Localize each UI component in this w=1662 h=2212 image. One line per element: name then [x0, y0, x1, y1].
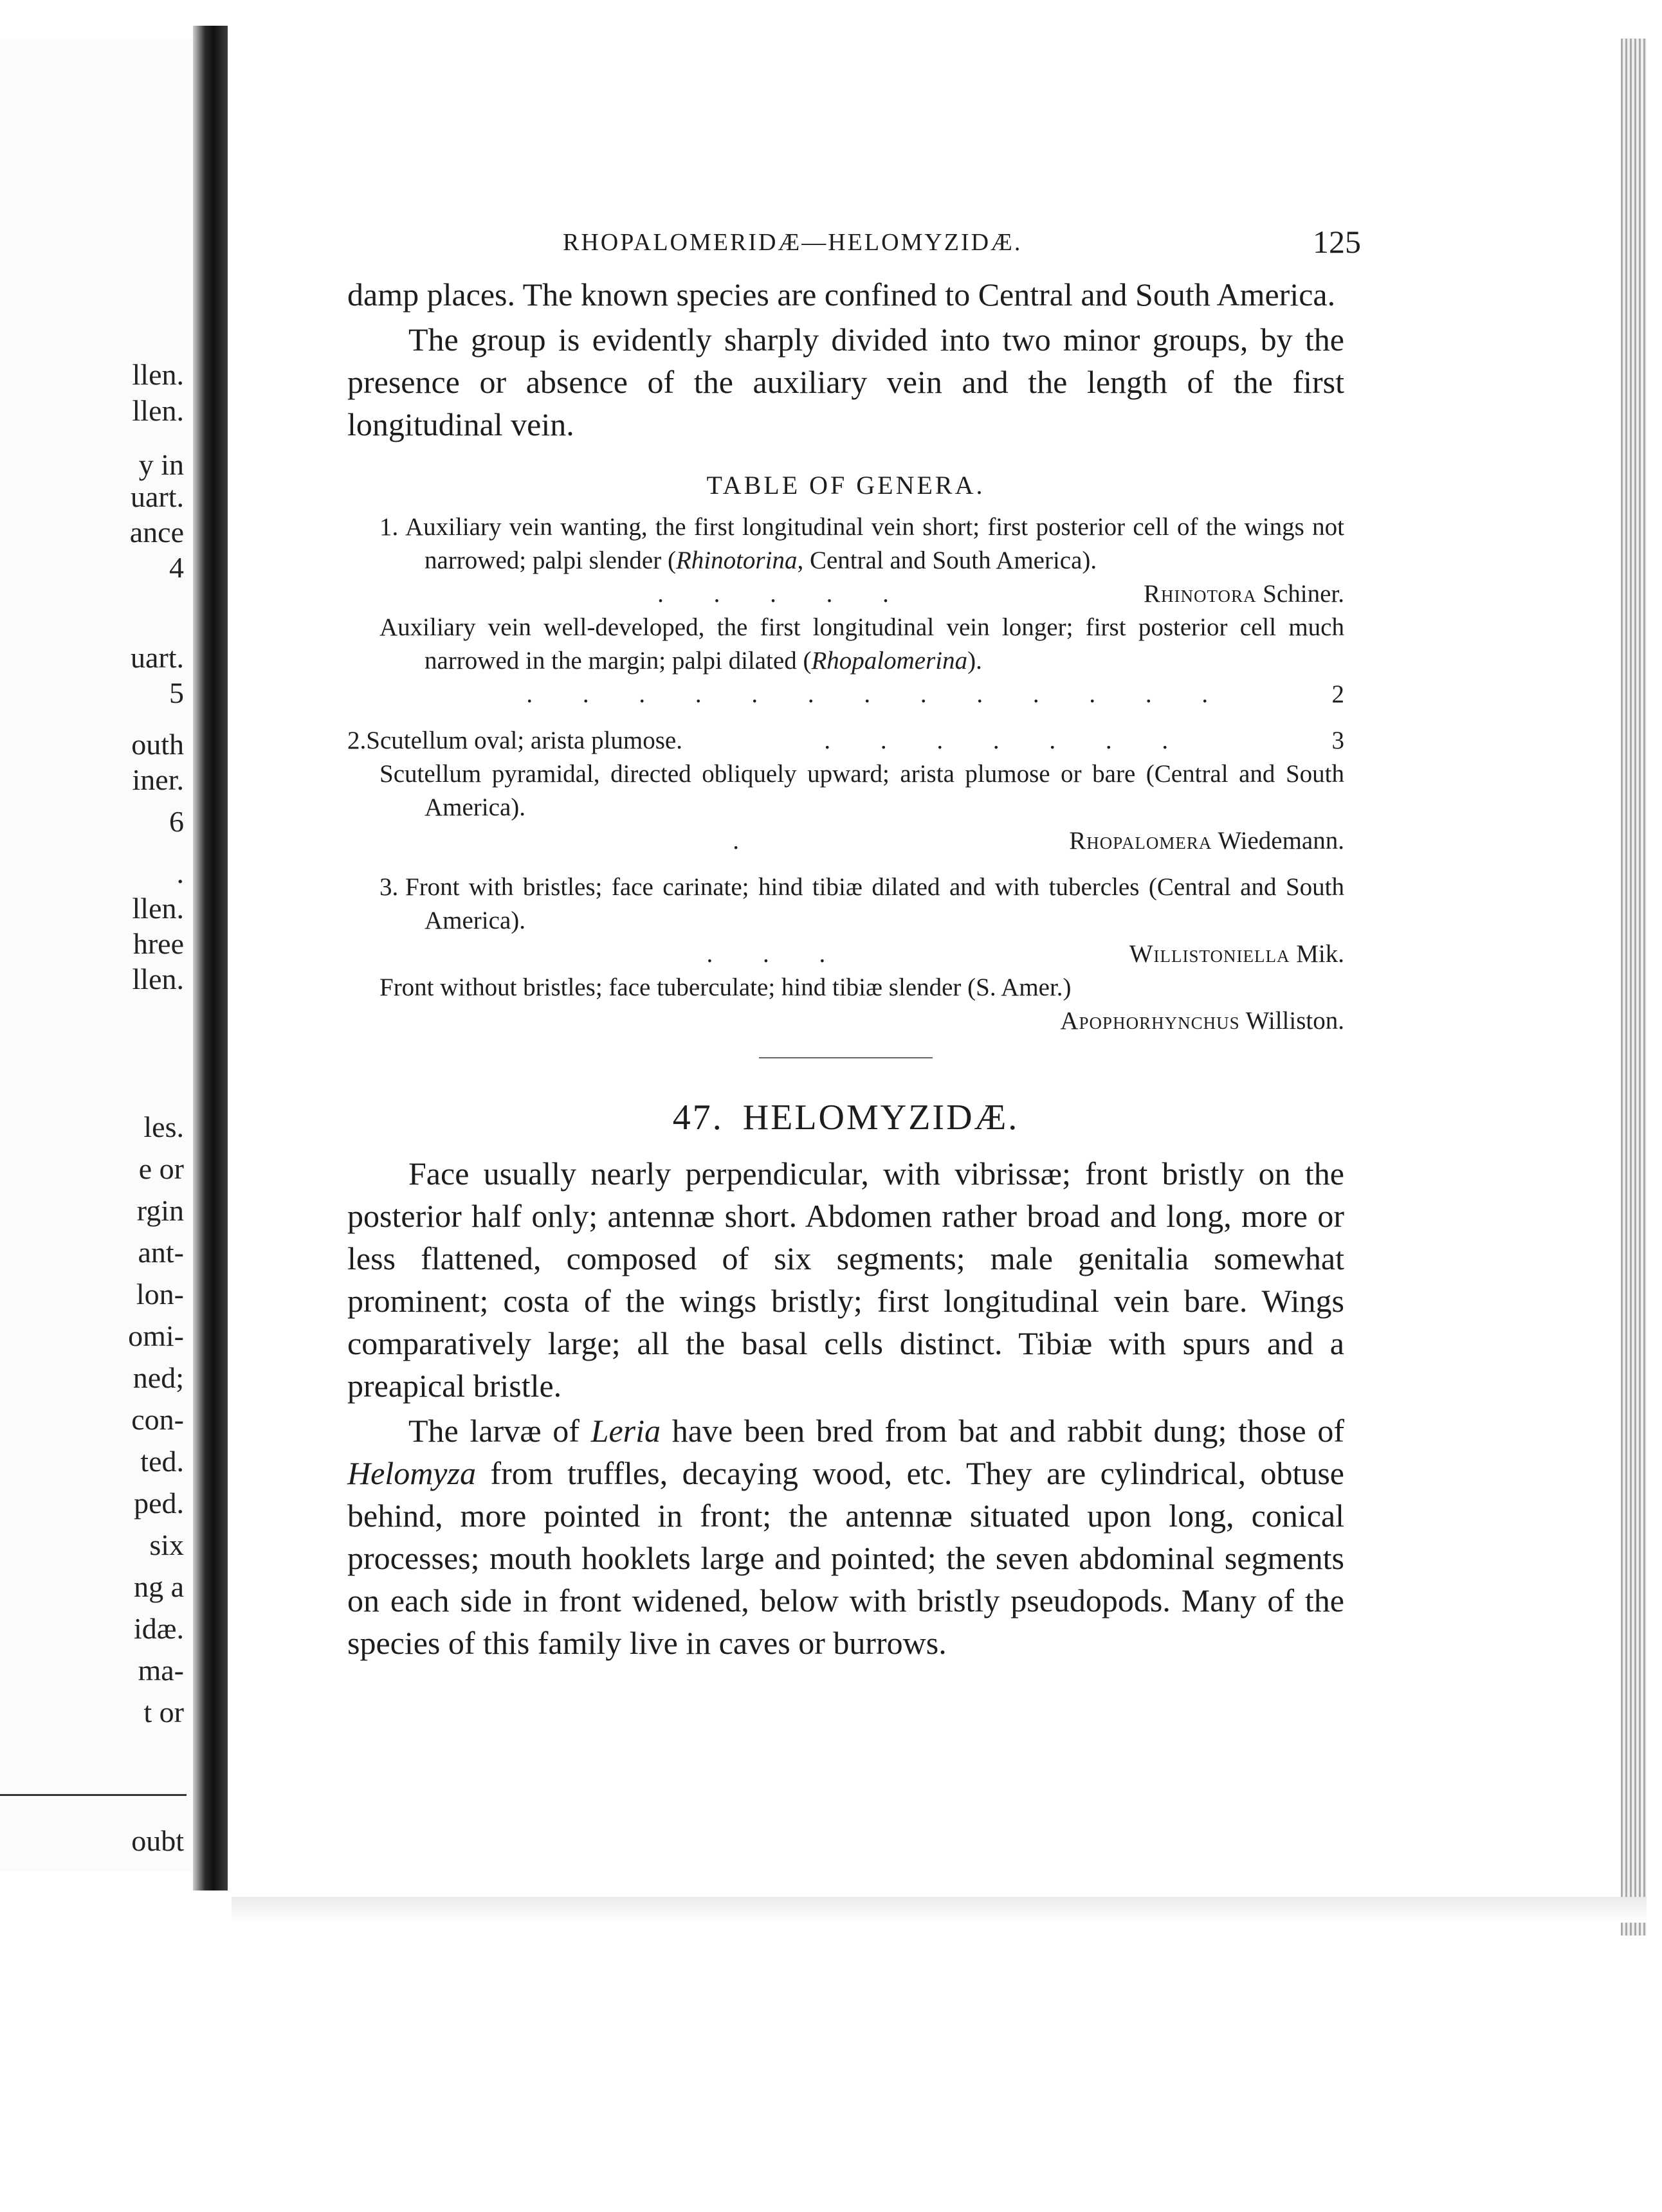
key-italic: Rhopalomerina: [811, 647, 968, 675]
left-page-line: omi-: [128, 1319, 184, 1352]
larvae-paragraph: [347, 1410, 1344, 1664]
family-number: 47.: [672, 1098, 724, 1138]
left-page-line: llen.: [132, 963, 184, 995]
book-gutter: [193, 26, 228, 1890]
left-page-line: e or: [138, 1152, 184, 1185]
spacer: [347, 858, 1344, 871]
genus-author: Mik.: [1290, 940, 1344, 968]
text-run: have been bred from bat and rabbit dung; those of: [661, 1413, 1345, 1449]
left-page-line: six: [149, 1528, 184, 1561]
left-page-line: ped.: [134, 1487, 184, 1519]
left-page-rule: [0, 1794, 187, 1796]
genus-name: [1060, 1004, 1344, 1038]
genus-author: Williston.: [1239, 1007, 1344, 1035]
left-page-line: rgin: [136, 1194, 184, 1227]
key-entry: [347, 971, 1344, 1004]
key-text: Scutellum pyramidal, directed obliquely upward; arista plumose or bare (Central and South America).: [379, 760, 1344, 821]
genus-line: [347, 1004, 1344, 1038]
intro-paragraph: The group is evidently sharply divided into two minor groups, by the presence or absence of the auxiliary vein and the length of the first longitudinal vein.: [347, 322, 1344, 442]
genus-author: Wiedemann.: [1212, 827, 1344, 855]
key-entry: [347, 511, 1344, 577]
left-page-line: oubt: [131, 1824, 184, 1857]
left-page-line: .: [176, 857, 184, 889]
genus-name: [1129, 938, 1344, 971]
genus-italic: Leria: [590, 1413, 661, 1449]
genus-author: Schiner.: [1256, 580, 1344, 608]
genus-line: [347, 824, 1344, 858]
section-divider: [759, 1057, 933, 1058]
running-head: [347, 224, 1361, 273]
text-run: from truffles, decaying wood, etc. They are cylindrical, obtuse behind, more pointed in front; the antennæ situated upon long, conical processes; mouth hooklets large and pointed; the seven abdominal segments on each side in front widened, below with bristly pseudopods. Many of the species of this family live in caves or burrows.: [347, 1455, 1344, 1661]
family-description: Face usually nearly perpendicular, with vibrissæ; front bristly on the posterior half only; antennæ short. Abdomen rather broad and long, more or less flattened, composed of six segments; male genitalia somewhat prominent; costa of the wings bristly; first longitudinal vein bare. Wings comparatively large; all the basal cells distinct. Tibiæ with spurs and a preapical bristle.: [347, 1156, 1344, 1404]
left-page-line: ma-: [138, 1654, 184, 1687]
left-page-line: iner.: [132, 763, 184, 796]
book-page: [347, 224, 1361, 1664]
genus-name: [1069, 824, 1344, 858]
leader-dots: . . . . . . . . . . . . .: [526, 680, 1230, 708]
table-title: TABLE OF GENERA.: [706, 471, 985, 500]
left-page-line: ant-: [138, 1236, 184, 1269]
left-page-line: y in: [138, 448, 184, 481]
left-page-line: outh: [131, 728, 184, 761]
spacer: [347, 711, 1344, 724]
leader-dots: . . . . . . .: [824, 727, 1191, 754]
key-number: 1.: [379, 513, 399, 541]
genus-line: [347, 678, 1344, 711]
facing-page-fragment: [0, 39, 193, 1871]
left-page-line: ng a: [134, 1570, 184, 1603]
leader-dots: .: [733, 827, 762, 855]
key-number: 3.: [379, 873, 399, 901]
left-page-line: hree: [132, 927, 184, 960]
key-entry: [347, 757, 1344, 824]
genus: Apophorhynchus: [1060, 1007, 1240, 1035]
key-entry: [347, 724, 1344, 757]
left-page-line: ance: [129, 516, 184, 548]
page-edge: [1621, 39, 1647, 1936]
left-page-line: ted.: [140, 1445, 184, 1478]
genus: Willistoniella: [1129, 940, 1290, 968]
left-page-line: les.: [143, 1111, 184, 1143]
genus-name: [1144, 577, 1344, 611]
genus: Rhopalomera: [1069, 827, 1212, 855]
left-page-line: idæ.: [134, 1612, 184, 1645]
left-page-line: 5: [169, 676, 184, 709]
left-page-line: llen.: [132, 892, 184, 925]
left-page-line: llen.: [132, 394, 184, 427]
key-target: 2: [1331, 680, 1344, 708]
leader-dots: . . .: [706, 940, 848, 968]
key-italic: Rhinotorina: [675, 547, 798, 574]
key-text: Scutellum oval; arista plumose.: [366, 727, 682, 754]
left-page-line: con-: [131, 1403, 184, 1436]
genus: Rhinotora: [1144, 580, 1257, 608]
key-target: 3: [1331, 727, 1344, 754]
page-number: 125: [1313, 224, 1361, 260]
key-entry: [347, 871, 1344, 938]
key-text: ).: [967, 647, 982, 675]
key-text: Front without bristles; face tuberculate; hind tibiæ slender (S. Amer.): [379, 974, 1072, 1001]
left-page-line: t or: [143, 1696, 184, 1728]
left-page-line: uart.: [130, 641, 184, 674]
leader-dots: . . . . .: [657, 580, 911, 608]
left-page-line: 6: [169, 805, 184, 838]
text-run: The larvæ of: [408, 1413, 591, 1449]
left-page-line: uart.: [130, 480, 184, 513]
left-page-line: 4: [169, 551, 184, 584]
intro-paragraph: damp places. The known species are confined to Central and South America.: [347, 276, 1336, 313]
genus-line: [347, 577, 1344, 611]
left-page-line: llen.: [132, 358, 184, 391]
left-page-line: ned;: [132, 1361, 184, 1394]
key-text: , Central and South America).: [797, 547, 1097, 574]
left-page-line: lon-: [136, 1278, 184, 1310]
running-head-title: RHOPALOMERIDÆ—HELOMYZIDÆ.: [563, 229, 1023, 256]
page-bottom-shadow: [232, 1897, 1647, 1923]
genus-italic: Helomyza: [347, 1455, 476, 1491]
key-number: 2.: [347, 727, 367, 754]
family-name: HELOMYZIDÆ.: [742, 1098, 1019, 1138]
key-text-wrap: [347, 724, 682, 757]
key-entry: [347, 611, 1344, 678]
key-text: Auxiliary vein well-developed, the first longitudinal vein longer; first posterior cell much narrowed in the margin; palpi dilated (: [379, 613, 1344, 675]
key-text: Auxiliary vein wanting, the first longitudinal vein short; first posterior cell of the wings not narrowed; palpi slender (: [405, 513, 1344, 574]
key-text: Front with bristles; face carinate; hind tibiæ dilated and with tubercles (Central and South America).: [405, 873, 1344, 934]
family-heading: [347, 1097, 1344, 1138]
genus-line: [347, 938, 1344, 971]
